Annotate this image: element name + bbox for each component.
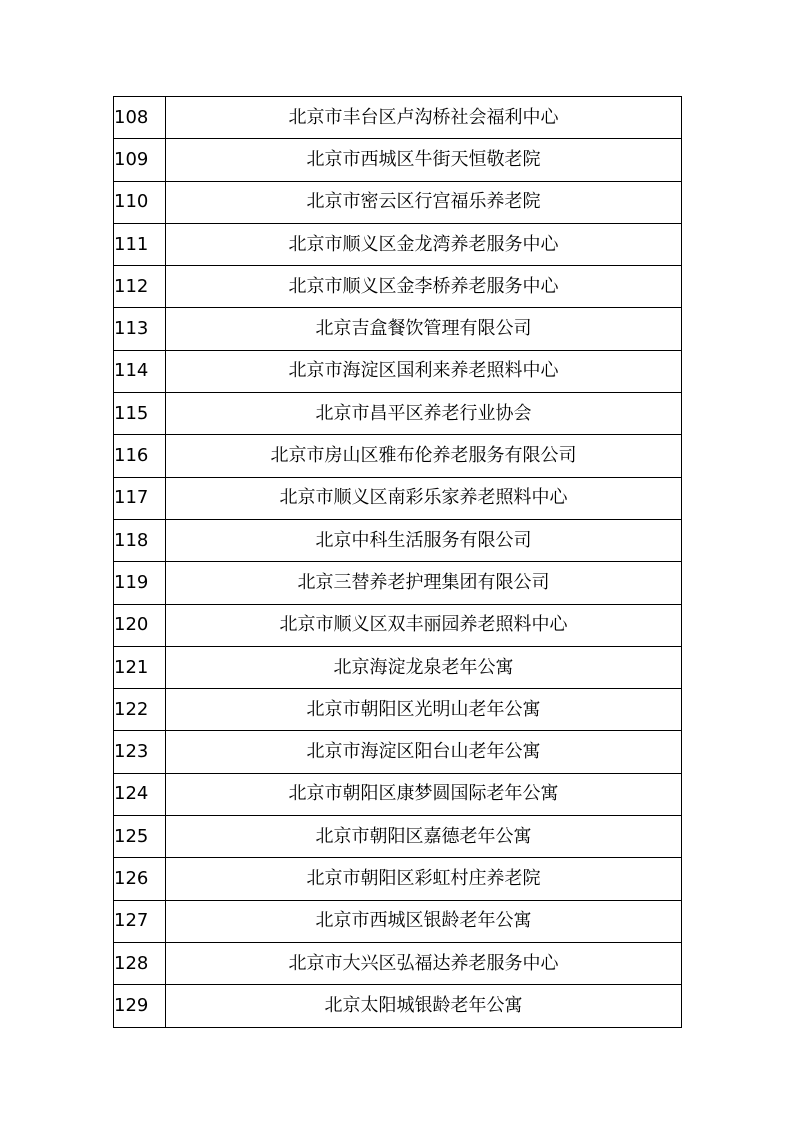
- table-row: [114, 181, 682, 223]
- organization-name: 北京市房山区雅布伦养老服务有限公司: [166, 435, 682, 477]
- organization-name: 北京市丰台区卢沟桥社会福利中心: [166, 97, 682, 139]
- table-row: [114, 900, 682, 942]
- table-row: [114, 393, 682, 435]
- row-number: 123: [114, 731, 166, 773]
- row-number: 108: [114, 97, 166, 139]
- table-row: [114, 646, 682, 688]
- organization-name: 北京市顺义区金龙湾养老服务中心: [166, 223, 682, 265]
- table-row: [114, 139, 682, 181]
- organization-name: 北京海淀龙泉老年公寓: [166, 646, 682, 688]
- table-row: [114, 350, 682, 392]
- table-row: [114, 604, 682, 646]
- row-number: 125: [114, 816, 166, 858]
- table-row: [114, 266, 682, 308]
- table-row: [114, 985, 682, 1027]
- row-number: 129: [114, 985, 166, 1027]
- organization-name: 北京市朝阳区康梦圆国际老年公寓: [166, 773, 682, 815]
- organization-name: 北京市海淀区国利来养老照料中心: [166, 350, 682, 392]
- organization-name: 北京市西城区牛街天恒敬老院: [166, 139, 682, 181]
- row-number: 121: [114, 646, 166, 688]
- row-number: 124: [114, 773, 166, 815]
- organization-table: [113, 96, 682, 1028]
- organization-name: 北京市顺义区双丰丽园养老照料中心: [166, 604, 682, 646]
- table-row: [114, 435, 682, 477]
- organization-name: 北京市顺义区金李桥养老服务中心: [166, 266, 682, 308]
- organization-name: 北京市昌平区养老行业协会: [166, 393, 682, 435]
- organization-name: 北京太阳城银龄老年公寓: [166, 985, 682, 1027]
- table-row: [114, 97, 682, 139]
- table-row: [114, 942, 682, 984]
- table-row: [114, 562, 682, 604]
- organization-name: 北京吉盒餐饮管理有限公司: [166, 308, 682, 350]
- organization-name: 北京市西城区银龄老年公寓: [166, 900, 682, 942]
- organization-name: 北京市密云区行宫福乐养老院: [166, 181, 682, 223]
- row-number: 110: [114, 181, 166, 223]
- organization-name: 北京市海淀区阳台山老年公寓: [166, 731, 682, 773]
- row-number: 128: [114, 942, 166, 984]
- organization-name: 北京市朝阳区光明山老年公寓: [166, 689, 682, 731]
- row-number: 122: [114, 689, 166, 731]
- row-number: 112: [114, 266, 166, 308]
- organization-table-body: [114, 97, 682, 1028]
- table-row: [114, 223, 682, 265]
- row-number: 126: [114, 858, 166, 900]
- table-row: [114, 731, 682, 773]
- row-number: 120: [114, 604, 166, 646]
- row-number: 109: [114, 139, 166, 181]
- row-number: 113: [114, 308, 166, 350]
- row-number: 117: [114, 477, 166, 519]
- organization-name: 北京市大兴区弘福达养老服务中心: [166, 942, 682, 984]
- table-row: [114, 858, 682, 900]
- table-row: [114, 689, 682, 731]
- organization-name: 北京中科生活服务有限公司: [166, 519, 682, 561]
- organization-name: 北京三替养老护理集团有限公司: [166, 562, 682, 604]
- row-number: 118: [114, 519, 166, 561]
- organization-name: 北京市朝阳区彩虹村庄养老院: [166, 858, 682, 900]
- row-number: 119: [114, 562, 166, 604]
- table-row: [114, 477, 682, 519]
- row-number: 114: [114, 350, 166, 392]
- table-row: [114, 308, 682, 350]
- row-number: 127: [114, 900, 166, 942]
- organization-name: 北京市顺义区南彩乐家养老照料中心: [166, 477, 682, 519]
- table-row: [114, 773, 682, 815]
- organization-name: 北京市朝阳区嘉德老年公寓: [166, 816, 682, 858]
- row-number: 111: [114, 223, 166, 265]
- row-number: 115: [114, 393, 166, 435]
- table-row: [114, 816, 682, 858]
- table-row: [114, 519, 682, 561]
- row-number: 116: [114, 435, 166, 477]
